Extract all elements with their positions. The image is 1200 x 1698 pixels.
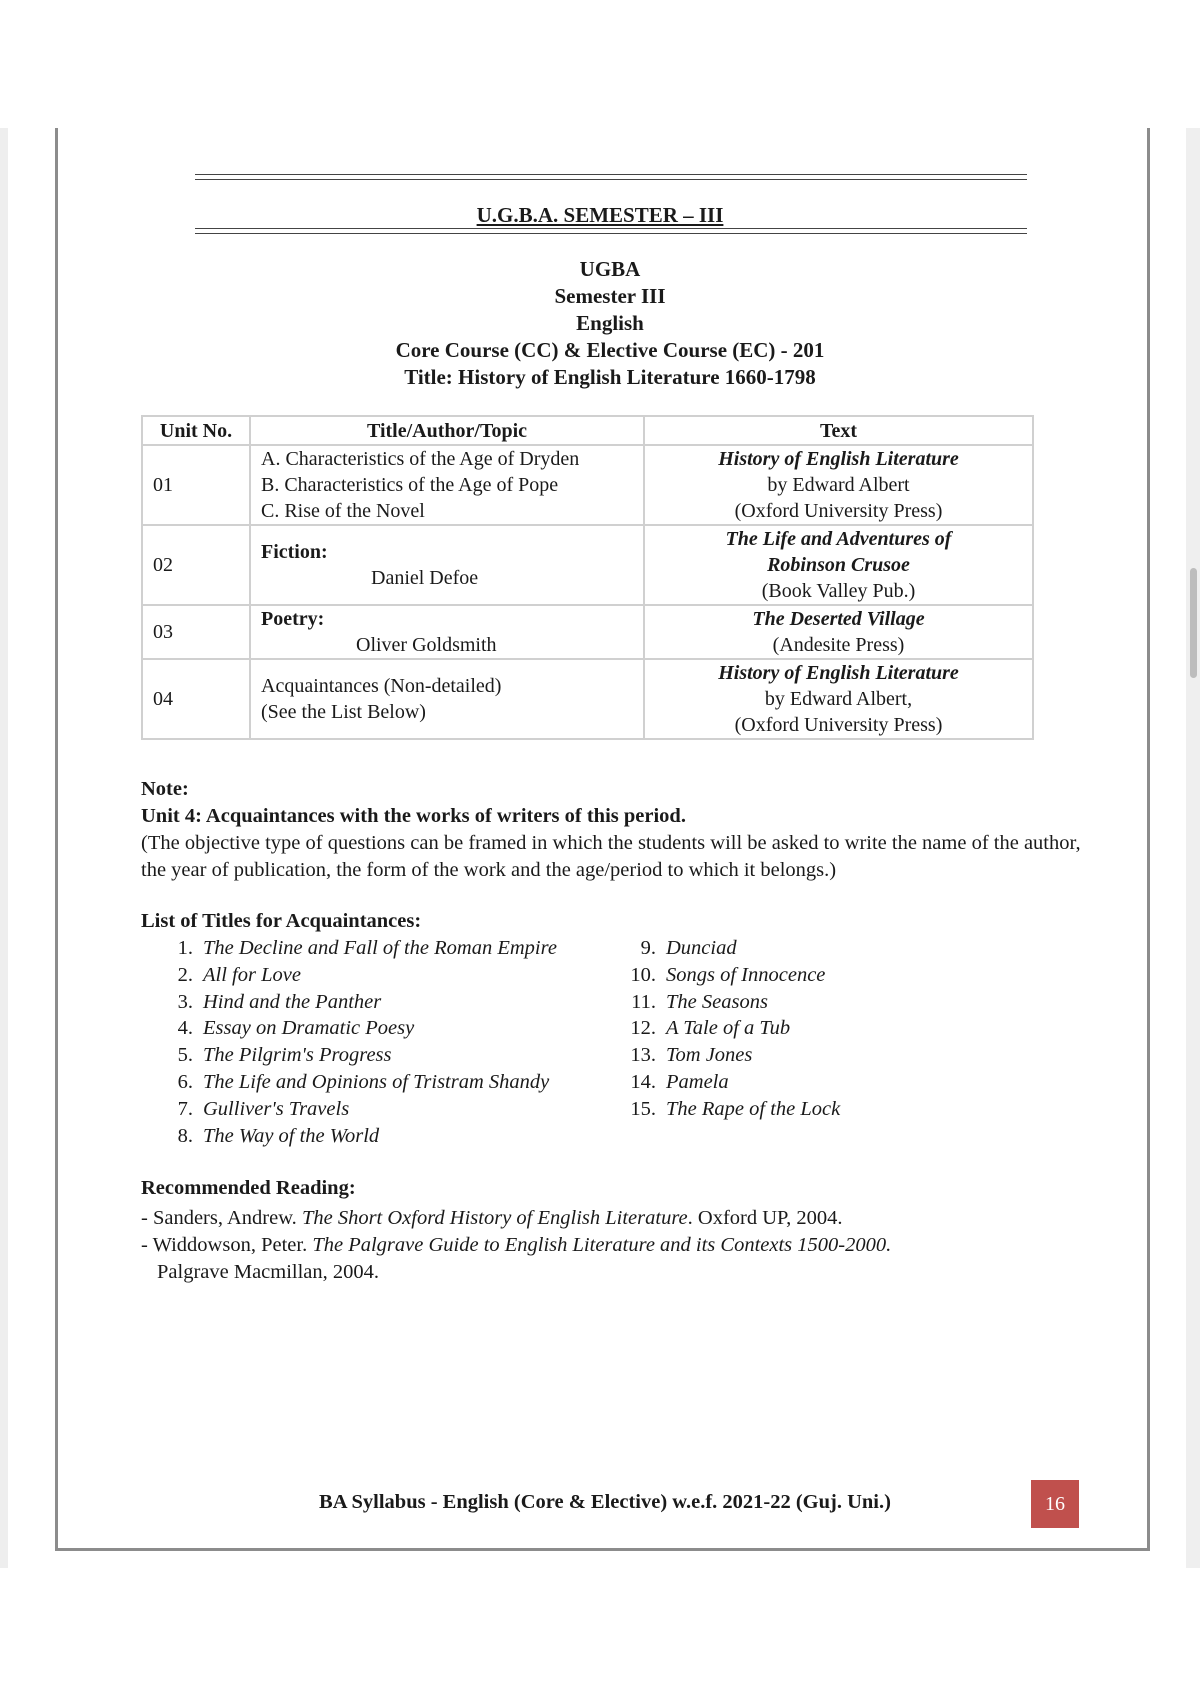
table-row (142, 445, 1033, 525)
text-title: The Life and Adventures of (725, 528, 952, 550)
double-rule-top (195, 174, 1027, 180)
recommended-item: - Widdowson, Peter. The Palgrave Guide to English Literature and its Contexts 1500-2000. (141, 1234, 892, 1256)
header-topic: Title/Author/Topic (250, 416, 644, 445)
text-line: by Edward Albert (767, 474, 910, 496)
text-cell (644, 659, 1033, 739)
list-item (618, 1015, 840, 1042)
list-item-title: All for Love (203, 963, 301, 986)
list-item-number: 10. (630, 963, 656, 986)
unit-number: 02 (142, 525, 250, 605)
topic-cell (250, 525, 644, 605)
note-label: Note: (141, 778, 189, 800)
list-item (618, 935, 840, 962)
list-item (160, 1096, 557, 1123)
scrollbar-thumb[interactable] (1190, 568, 1197, 678)
list-item-number: 1. (177, 937, 193, 959)
footer-text: BA Syllabus - English (Core & Elective) w.e.f. 2021-22 (Guj. Uni.) (319, 1491, 891, 1513)
list-item-title: Essay on Dramatic Poesy (203, 1017, 415, 1040)
semester-title: U.G.B.A. SEMESTER – III (476, 203, 724, 227)
list-item-title: Hind and the Panther (203, 990, 382, 1013)
list-item (618, 962, 840, 989)
list-item-number: 8. (177, 1124, 193, 1147)
unit-number: 04 (142, 659, 250, 739)
text-line: (Oxford University Press) (734, 500, 943, 522)
list-item (160, 1015, 557, 1042)
acquaintances-title: List of Titles for Acquaintances: (141, 910, 422, 932)
list-item-number: 7. (177, 1097, 193, 1120)
list-item-number: 15. (630, 1097, 656, 1120)
heading-program: UGBA (579, 257, 641, 281)
recommended-item-continuation: Palgrave Macmillan, 2004. (157, 1261, 380, 1283)
topic-line: A. Characteristics of the Age of Dryden (261, 448, 580, 470)
list-item-title: Tom Jones (666, 1044, 753, 1067)
note-body: (The objective type of questions can be framed in which the students will be asked to write the name of the author, the year of publication, the form of the work and the age/period to which it belongs.) (141, 832, 1081, 881)
list-item-number: 14. (630, 1070, 656, 1093)
list-item-title: The Decline and Fall of the Roman Empire (203, 937, 557, 959)
note-unit-line: Unit 4: Acquaintances with the works of writers of this period. (141, 805, 686, 827)
heading-title: Title: History of English Literature 1660-1798 (404, 365, 816, 389)
list-item (618, 1069, 840, 1096)
list-item (160, 1042, 557, 1069)
list-item-title: Pamela (666, 1070, 729, 1093)
topic-line: Acquaintances (Non-detailed) (261, 675, 502, 697)
text-cell (644, 525, 1033, 605)
list-item-title: The Pilgrim's Progress (203, 1044, 392, 1067)
list-item-title: The Seasons (666, 990, 768, 1013)
list-item (160, 962, 557, 989)
topic-line: C. Rise of the Novel (261, 500, 425, 522)
list-item-title: Songs of Innocence (666, 963, 826, 986)
acquaintances-list-left (160, 935, 557, 1149)
topic-author: Daniel Defoe (371, 567, 479, 589)
topic-label: Fiction: (261, 541, 328, 563)
list-item-number: 4. (177, 1017, 193, 1040)
course-heading (0, 256, 1200, 391)
unit-number: 01 (142, 445, 250, 525)
list-item (618, 1042, 840, 1069)
topic-line: B. Characteristics of the Age of Pope (261, 474, 559, 496)
page-number-badge: 16 (1031, 1480, 1079, 1528)
list-item-number: 6. (177, 1070, 193, 1093)
header-unit-no: Unit No. (142, 416, 250, 445)
header-text: Text (644, 416, 1033, 445)
text-title: History of English Literature (718, 448, 959, 470)
units-table (141, 415, 1034, 740)
list-item-number: 11. (631, 990, 656, 1013)
list-item (160, 1123, 557, 1150)
list-item (618, 989, 840, 1016)
topic-cell (250, 445, 644, 525)
topic-cell (250, 605, 644, 659)
topic-label: Poetry: (261, 608, 325, 630)
list-item-title: A Tale of a Tub (666, 1017, 791, 1040)
acquaintances-list-right (618, 935, 840, 1123)
text-line: by Edward Albert, (764, 688, 913, 710)
list-item (160, 1069, 557, 1096)
unit-number: 03 (142, 605, 250, 659)
text-line: (Andesite Press) (772, 634, 905, 656)
heading-subject: English (576, 311, 644, 335)
list-item (618, 1096, 840, 1123)
text-title: Robinson Crusoe (767, 554, 910, 576)
text-cell (644, 605, 1033, 659)
list-item-number: 12. (630, 1017, 656, 1040)
table-header-row (142, 416, 1033, 445)
text-line: (Oxford University Press) (734, 714, 943, 736)
list-item-title: Dunciad (666, 937, 737, 959)
list-item-title: The Life and Opinions of Tristram Shandy (203, 1070, 550, 1093)
recommended-title: Recommended Reading: (141, 1177, 356, 1199)
list-item-title: The Rape of the Lock (666, 1097, 841, 1120)
text-title: The Deserted Village (752, 608, 925, 630)
list-item-number: 2. (177, 963, 193, 986)
table-row (142, 659, 1033, 739)
text-line: (Book Valley Pub.) (761, 580, 916, 602)
topic-cell (250, 659, 644, 739)
list-item-number: 5. (177, 1044, 193, 1067)
topic-author: Oliver Goldsmith (356, 634, 497, 656)
table-row (142, 525, 1033, 605)
recommended-list (141, 1205, 1121, 1286)
list-item-number: 9. (640, 937, 656, 959)
recommended-item: - Sanders, Andrew. The Short Oxford History of English Literature. Oxford UP, 2004. (141, 1207, 843, 1229)
text-cell (644, 445, 1033, 525)
note-section (141, 776, 1091, 884)
table-row (142, 605, 1033, 659)
topic-line: (See the List Below) (261, 701, 426, 723)
list-item-number: 13. (630, 1044, 656, 1067)
heading-course: Core Course (CC) & Elective Course (EC) - 201 (395, 338, 825, 362)
double-rule-bottom (195, 228, 1027, 234)
text-title: History of English Literature (718, 662, 959, 684)
list-item-number: 3. (177, 990, 193, 1013)
list-item-title: The Way of the World (203, 1124, 380, 1147)
list-item-title: Gulliver's Travels (203, 1097, 350, 1120)
list-item (160, 935, 557, 962)
list-item (160, 989, 557, 1016)
heading-semester: Semester III (554, 284, 666, 308)
